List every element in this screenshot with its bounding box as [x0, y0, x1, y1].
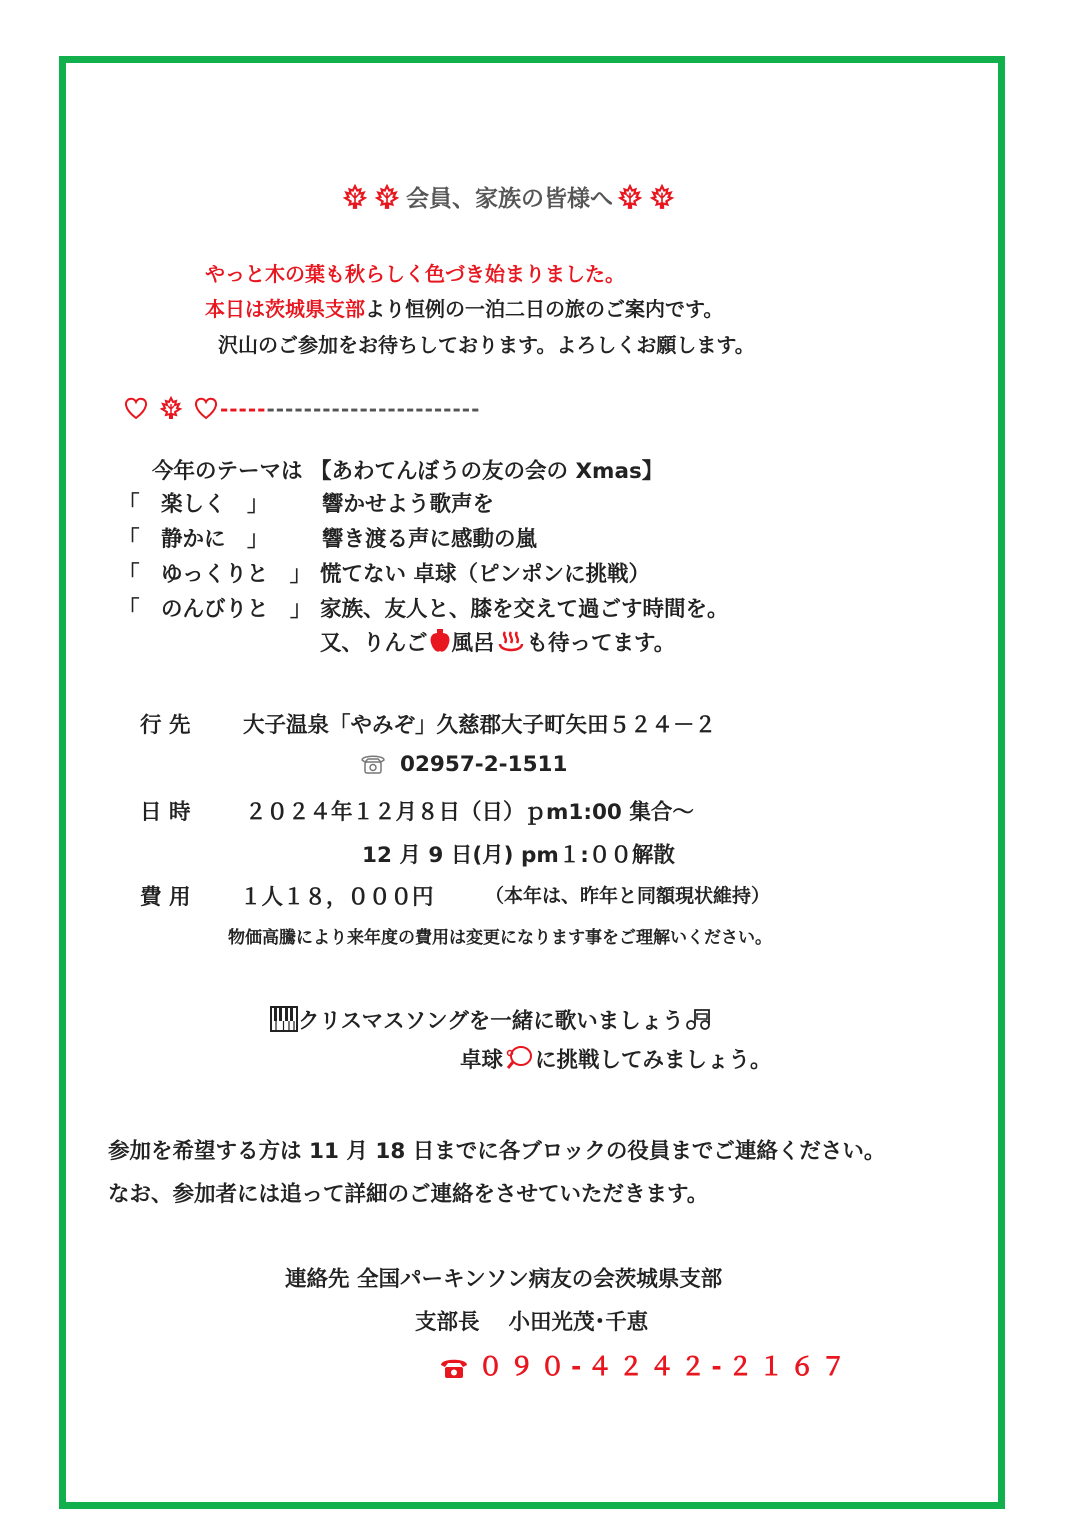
datetime-label: 日 時 — [140, 800, 191, 825]
intro-line-3: 沢山のご参加をお待ちしております。よろしくお願します。 — [218, 333, 755, 357]
divider-dashes-red: ----- — [219, 397, 267, 421]
decorative-divider — [122, 396, 480, 421]
theme-item-label: 「 楽しく 」 — [118, 492, 269, 517]
theme-item-label: 「 のんびりと 」 — [118, 597, 312, 622]
datetime-start: ２０２４年１２月８日（日）ｐm1:00 集合～ — [245, 800, 694, 825]
intro-line-1: やっと木の葉も秋らしく色づき始まりました。 — [205, 262, 625, 286]
maple-leaf-icon — [374, 184, 400, 210]
theme-last-line-part1: 又、りんご — [320, 631, 428, 656]
contact-branch-head: 支部長 小田光茂･千恵 — [415, 1310, 649, 1335]
theme-last-line — [320, 626, 675, 657]
activity-line-2 — [460, 1043, 772, 1074]
heart-outline-icon — [122, 396, 150, 420]
theme-last-line-part3: も待ってます。 — [526, 631, 676, 656]
registration-line-2: なお、参加者には追って詳細のご連絡をさせていただきます。 — [108, 1182, 709, 1207]
theme-last-line-part2: 風呂 — [451, 631, 495, 656]
apple-icon — [428, 628, 452, 654]
theme-item-text: 家族、友人と、膝を交えて過ごす時間を。 — [320, 597, 729, 622]
theme-item-label: 「 静かに 」 — [118, 527, 269, 552]
piano-keys-icon — [270, 1006, 298, 1032]
contact-phone — [440, 1347, 852, 1383]
activity-line-2-part2: に挑戦してみましょう。 — [535, 1048, 772, 1073]
cost-value: １人１８，０００円 — [240, 885, 434, 910]
maple-leaf-icon — [617, 184, 643, 210]
cost-note: （本年は、昨年と同額現状維持） — [485, 885, 771, 907]
activity-line-1-text: クリスマスソングを一緒に歌いましょう — [298, 1009, 684, 1034]
cost-label: 費 用 — [140, 885, 191, 910]
ping-pong-paddle-icon — [505, 1045, 533, 1071]
cost-subnote: 物価高騰により来年度の費用は変更になります事をご理解いください。 — [228, 928, 772, 948]
hot-spring-icon — [497, 630, 525, 654]
destination-label: 行 先 — [140, 713, 191, 738]
theme-item-label: 「 ゆっくりと 」 — [118, 562, 312, 587]
heading — [342, 180, 681, 213]
divider-dashes-grey: ----------------------- — [266, 397, 481, 421]
maple-leaf-icon — [649, 184, 675, 210]
destination-phone-number: 02957-2-1511 — [400, 752, 568, 777]
theme-item-text: 慌てない 卓球（ピンポンに挑戦） — [320, 562, 650, 587]
telephone-icon — [360, 753, 386, 775]
datetime-end: 12 月 9 日(月) pm１:００解散 — [362, 843, 675, 868]
telephone-icon — [440, 1357, 468, 1379]
destination-value: 大子温泉「やみぞ」久慈郡大子町矢田５２４－２ — [243, 713, 717, 738]
intro-line-2 — [205, 293, 723, 322]
registration-line-1: 参加を希望する方は 11 月 18 日までに各ブロックの役員までご連絡ください。 — [108, 1139, 886, 1164]
intro-line-2-rest: より恒例の一泊二日の旅のご案内です。 — [365, 297, 724, 321]
intro-line-2-highlight: 本日は茨城県支部 — [205, 297, 365, 321]
activity-line-2-part1: 卓球 — [460, 1048, 504, 1073]
music-notes-icon — [684, 1006, 714, 1032]
destination-phone — [360, 752, 567, 777]
heart-outline-icon — [192, 396, 220, 420]
activity-line-1 — [270, 1004, 714, 1035]
maple-leaf-icon — [159, 396, 183, 420]
theme-item-text: 響かせよう歌声を — [322, 492, 495, 517]
theme-title: 今年のテーマは 【あわてんぼうの友の会の Xmas】 — [152, 459, 664, 484]
heading-text: 会員、家族の皆様へ — [406, 186, 613, 212]
contact-organization: 連絡先 全国パーキンソン病友の会茨城県支部 — [285, 1267, 723, 1292]
maple-leaf-icon — [342, 184, 368, 210]
theme-item-text: 響き渡る声に感動の嵐 — [322, 527, 538, 552]
contact-phone-number: ０９０-４２４２-２１６７ — [478, 1352, 852, 1381]
